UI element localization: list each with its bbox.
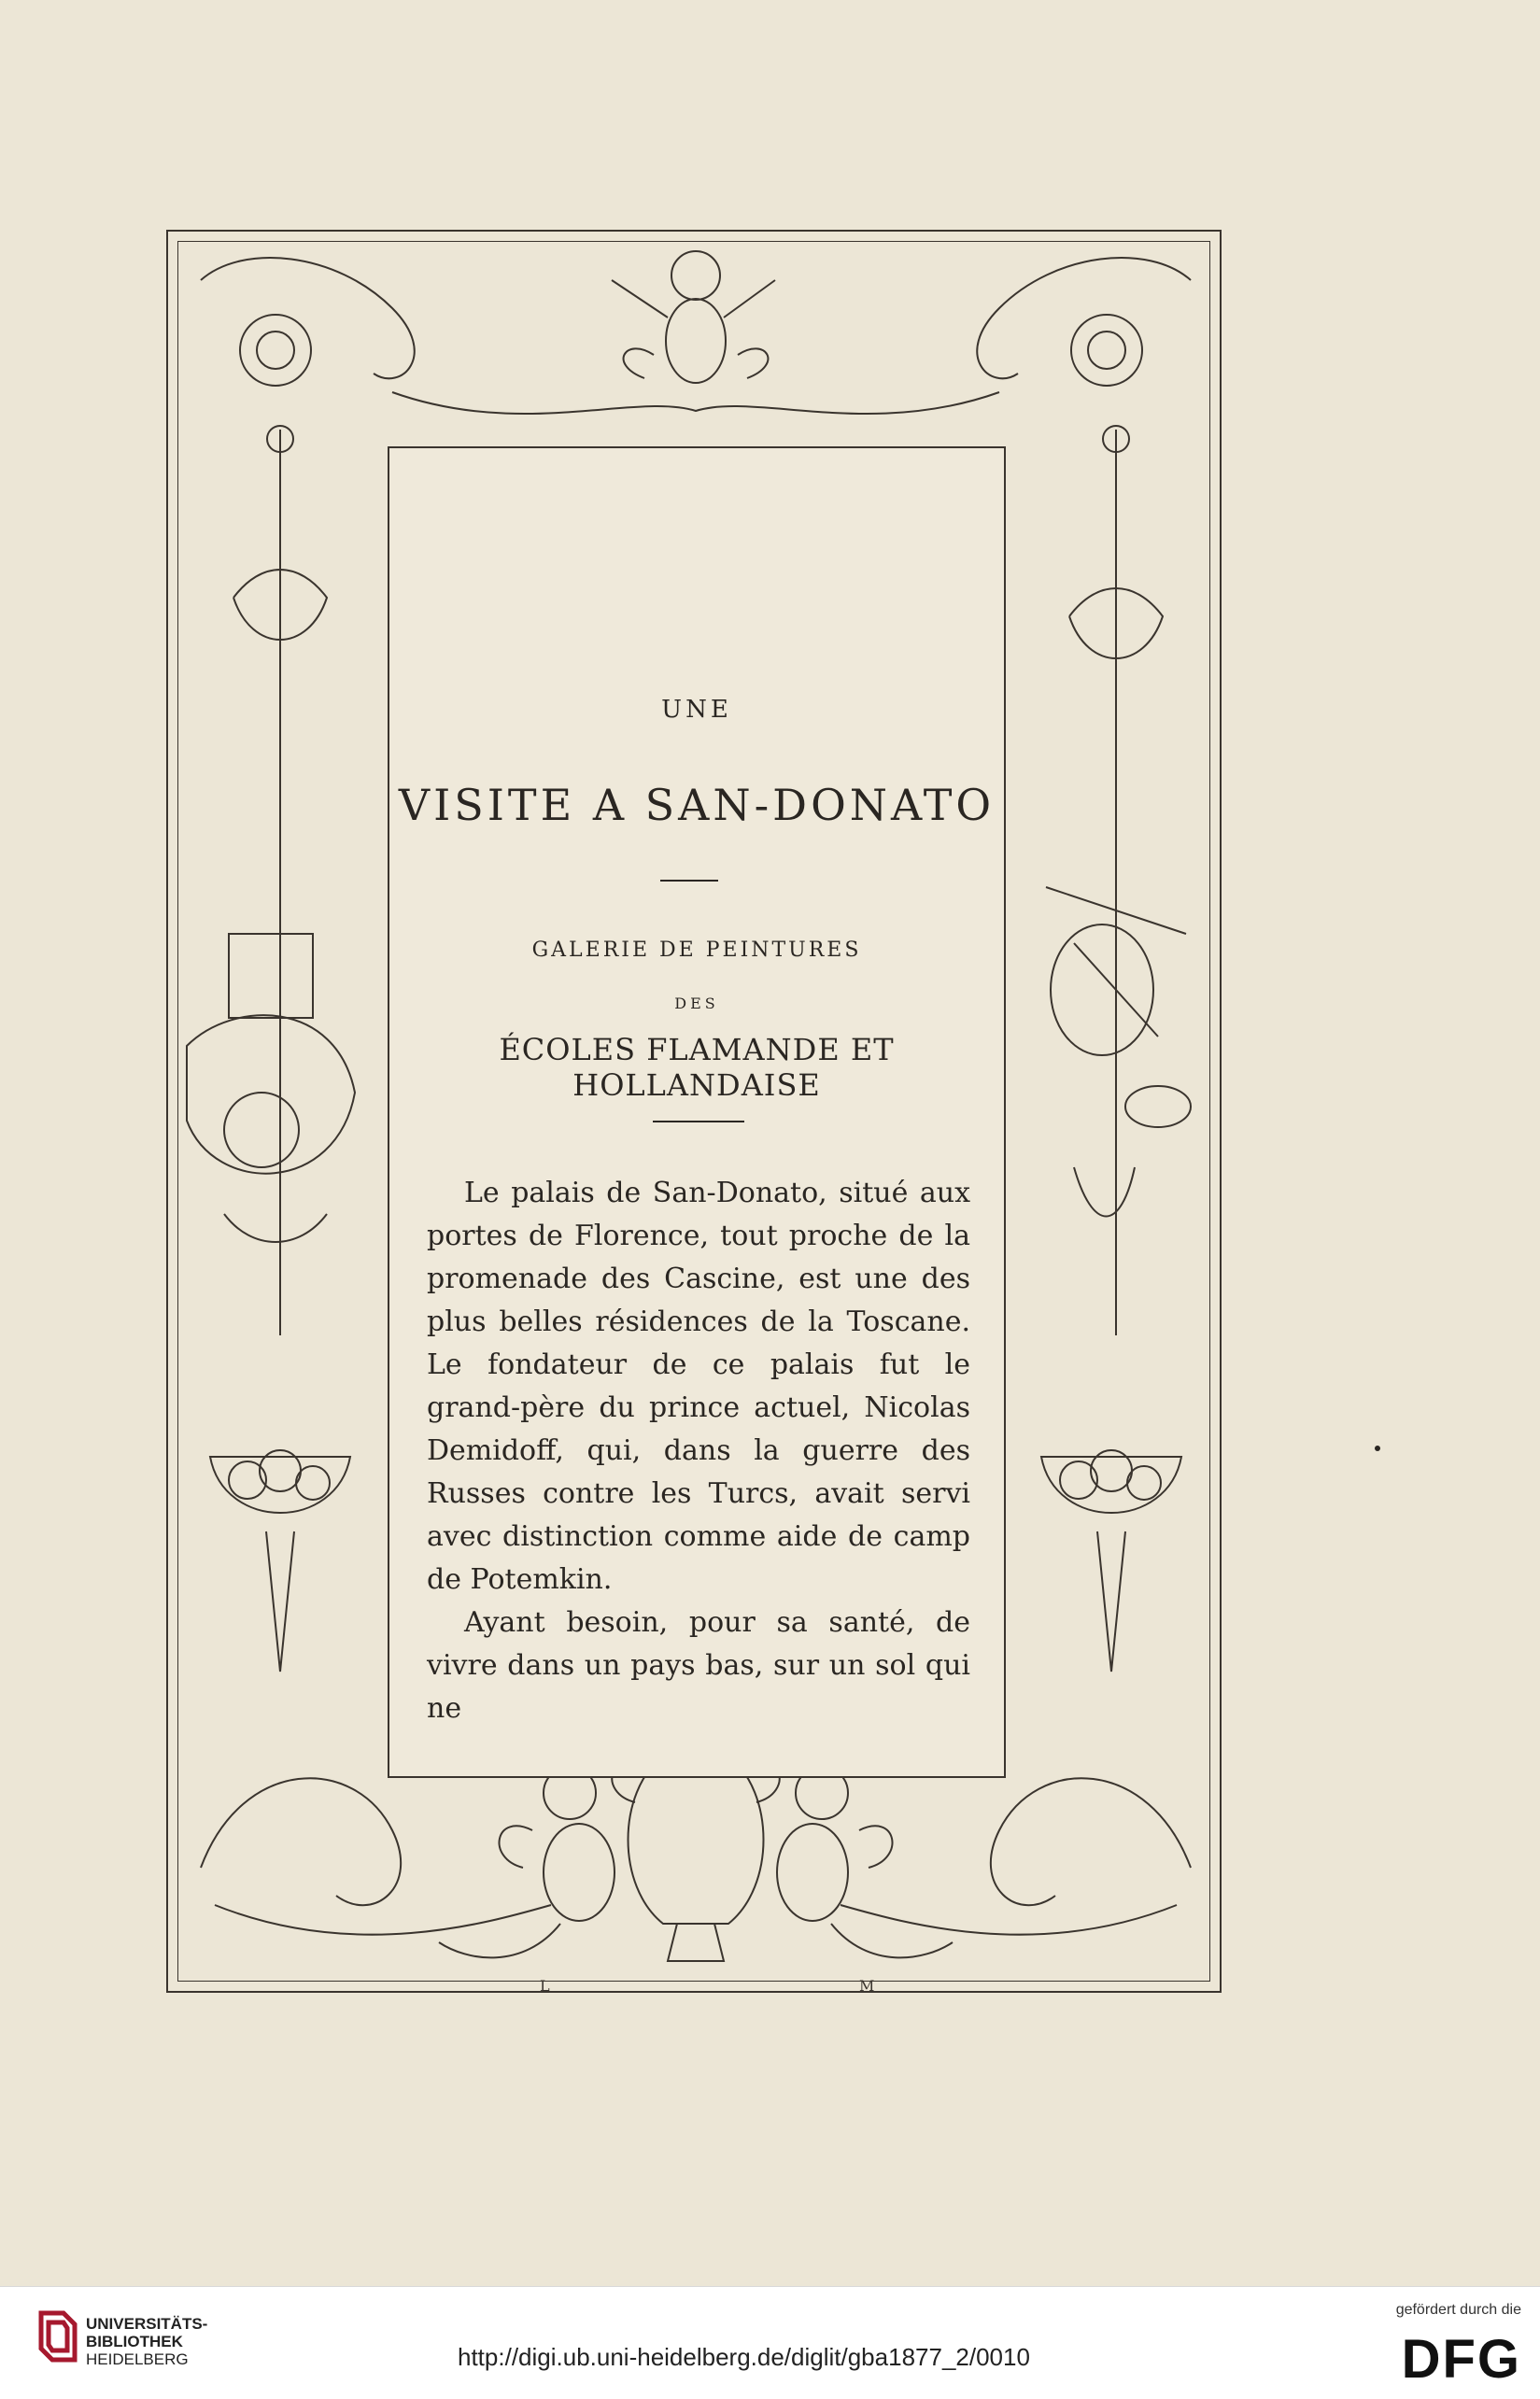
- subtitle-rule: [653, 1121, 744, 1122]
- text-panel: [388, 446, 1006, 1778]
- subtitle-ecoles: ÉCOLES FLAMANDE ET HOLLANDAISE: [499, 1032, 895, 1103]
- bottom-right-cherub: [777, 1767, 953, 1957]
- engraver-initial-left: L: [540, 1977, 550, 1995]
- university-library-name: [86, 2315, 207, 2368]
- subtitle-galerie: GALERIE DE PEINTURES: [531, 938, 862, 962]
- bottom-left-scroll: [201, 1778, 401, 1905]
- library-name-line1: UNIVERSITÄTS-: [86, 2315, 208, 2333]
- top-garland: [392, 392, 999, 414]
- right-fruit-basket: [1041, 1450, 1181, 1672]
- library-city: HEIDELBERG: [86, 2350, 189, 2368]
- right-trophy-column: [1046, 426, 1191, 1335]
- left-trophy-column: [187, 426, 355, 1335]
- page-title: VISITE A SAN-DONATO: [398, 780, 996, 830]
- bottom-left-cherub: [439, 1767, 615, 1957]
- document-url[interactable]: http://digi.ub.uni-heidelberg.de/diglit/gba1877_2/0010: [458, 2343, 1030, 2371]
- paragraph-2: Ayant besoin, pour sa santé, de vivre dans un pays bas, sur un sol qui ne: [427, 1606, 970, 1725]
- dfg-logo: DFG: [1401, 2329, 1521, 2390]
- funding-label: gefördert durch die: [1395, 2302, 1521, 2318]
- top-right-rosette: [1071, 315, 1142, 386]
- body-text: [427, 1172, 970, 1730]
- bottom-right-scroll: [991, 1778, 1191, 1905]
- university-library-logo-icon: [35, 2304, 80, 2378]
- library-name-line2: BIBLIOTHEK: [86, 2333, 183, 2350]
- paragraph-1: Le palais de San-Donato, situé aux portes de Florence, tout proche de la promenade des Cascine, est une des plus belles résidences de la Toscane. Le fondateur de ce palais fut le grand-père du prince actuel, Nicolas Demidoff, qui, dans la guerre des Russes contre les Turcs, avait servi avec distinction comme aide de camp de Potemkin.: [427, 1177, 970, 1596]
- subtitle-des: DES: [674, 995, 719, 1012]
- left-fruit-basket: [210, 1450, 350, 1672]
- engraver-initial-right: M: [859, 1977, 875, 1995]
- title-rule: [660, 880, 718, 882]
- top-cherub: [612, 251, 775, 383]
- heading-une: UNE: [661, 696, 732, 724]
- viewer-footer: [0, 2286, 1540, 2399]
- stray-ink-mark: [1375, 1446, 1380, 1451]
- top-left-scroll: [201, 258, 415, 378]
- top-left-rosette: [240, 315, 311, 386]
- top-right-scroll: [977, 258, 1191, 378]
